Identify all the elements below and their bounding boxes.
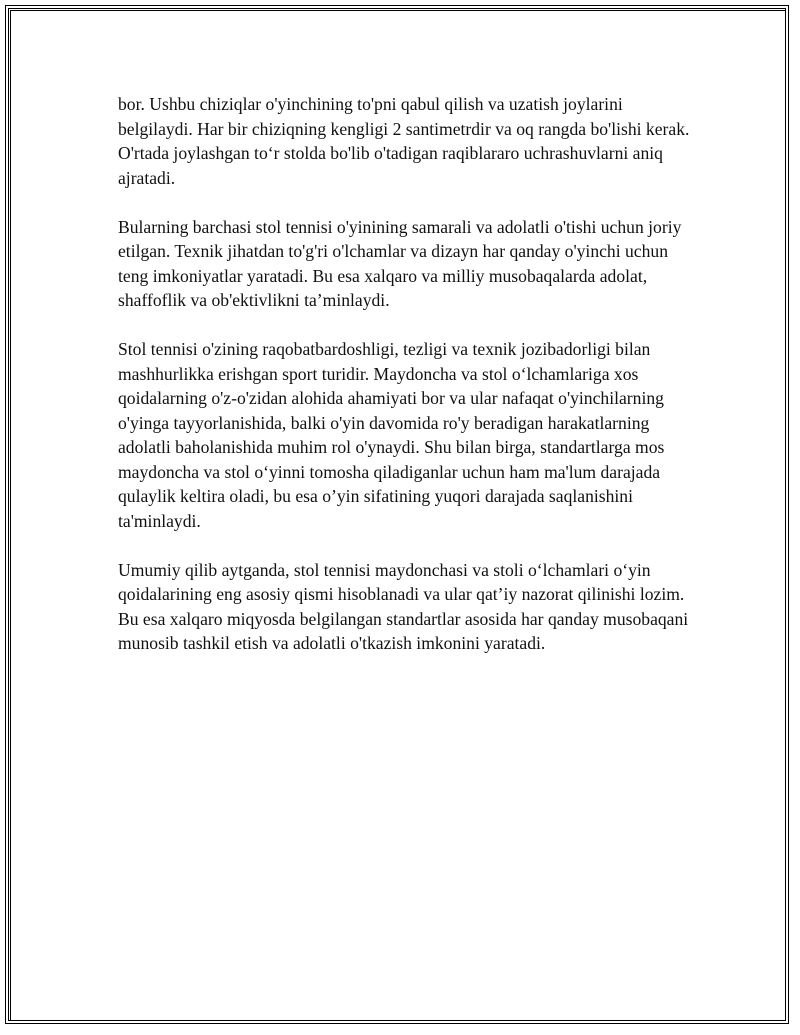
paragraph-2: Bularning barchasi stol tennisi o'yinining samarali va adolatli o'tishi uchun joriy etilgan. Texnik jihatdan to'g'ri o'lchamlar va dizayn har qanday o'yinchi uchun teng imkoniyatlar yaratadi. Bu esa xalqaro va milliy musobaqalarda adolat, shaffoflik va ob'ektivlikni ta’minlaydi. bbox=[118, 216, 682, 310]
paragraph-4: Umumiy qilib aytganda, stol tennisi maydonchasi va stoli o‘lchamlari o‘yin qoidalarining eng asosiy qismi hisoblanadi va ular qat’iy nazorat qilinishi lozim. Bu esa xalqaro miqyosda belgilangan standartlar asosida har qanday musobaqani munosib tashkil etish va adolatli o'tkazish imkonini yaratadi. bbox=[118, 559, 689, 653]
paragraph-3: Stol tennisi o'zining raqobatbardoshligi, tezligi va texnik jozibadorligi bilan mashhurlikka erishgan sport turidir. Maydoncha va stol o‘lchamlariga xos qoidalarning o'z-o'zidan alohida ahamiyati bor va ular nafaqat o'yinchilarning o'yinga tayyorlanishida, balki o'yin davomida ro'y beradigan harakatlarning adolatli baholanishida muhim rol o'ynaydi. Shu bilan birga, standartlarga mos maydoncha va stol o‘yinni tomosha qiladiganlar uchun ham ma'lum darajada qulaylik keltira oladi, bu esa o’yin sifatining yuqori darajada saqlanishini ta'minlaydi. bbox=[118, 339, 665, 531]
paragraph-1: bor. Ushbu chiziqlar o'yinchining to'pni qabul qilish va uzatish joylarini belgilaydi. Har bir chiziqning kengligi 2 santimetrdir va oq rangda bo'lishi kerak. O'rtada joylashgan to‘r stolda bo'lib o'tadigan raqiblararo uchrashuvlarni aniq ajratadi. bbox=[118, 94, 690, 188]
document-body bbox=[118, 92, 693, 680]
